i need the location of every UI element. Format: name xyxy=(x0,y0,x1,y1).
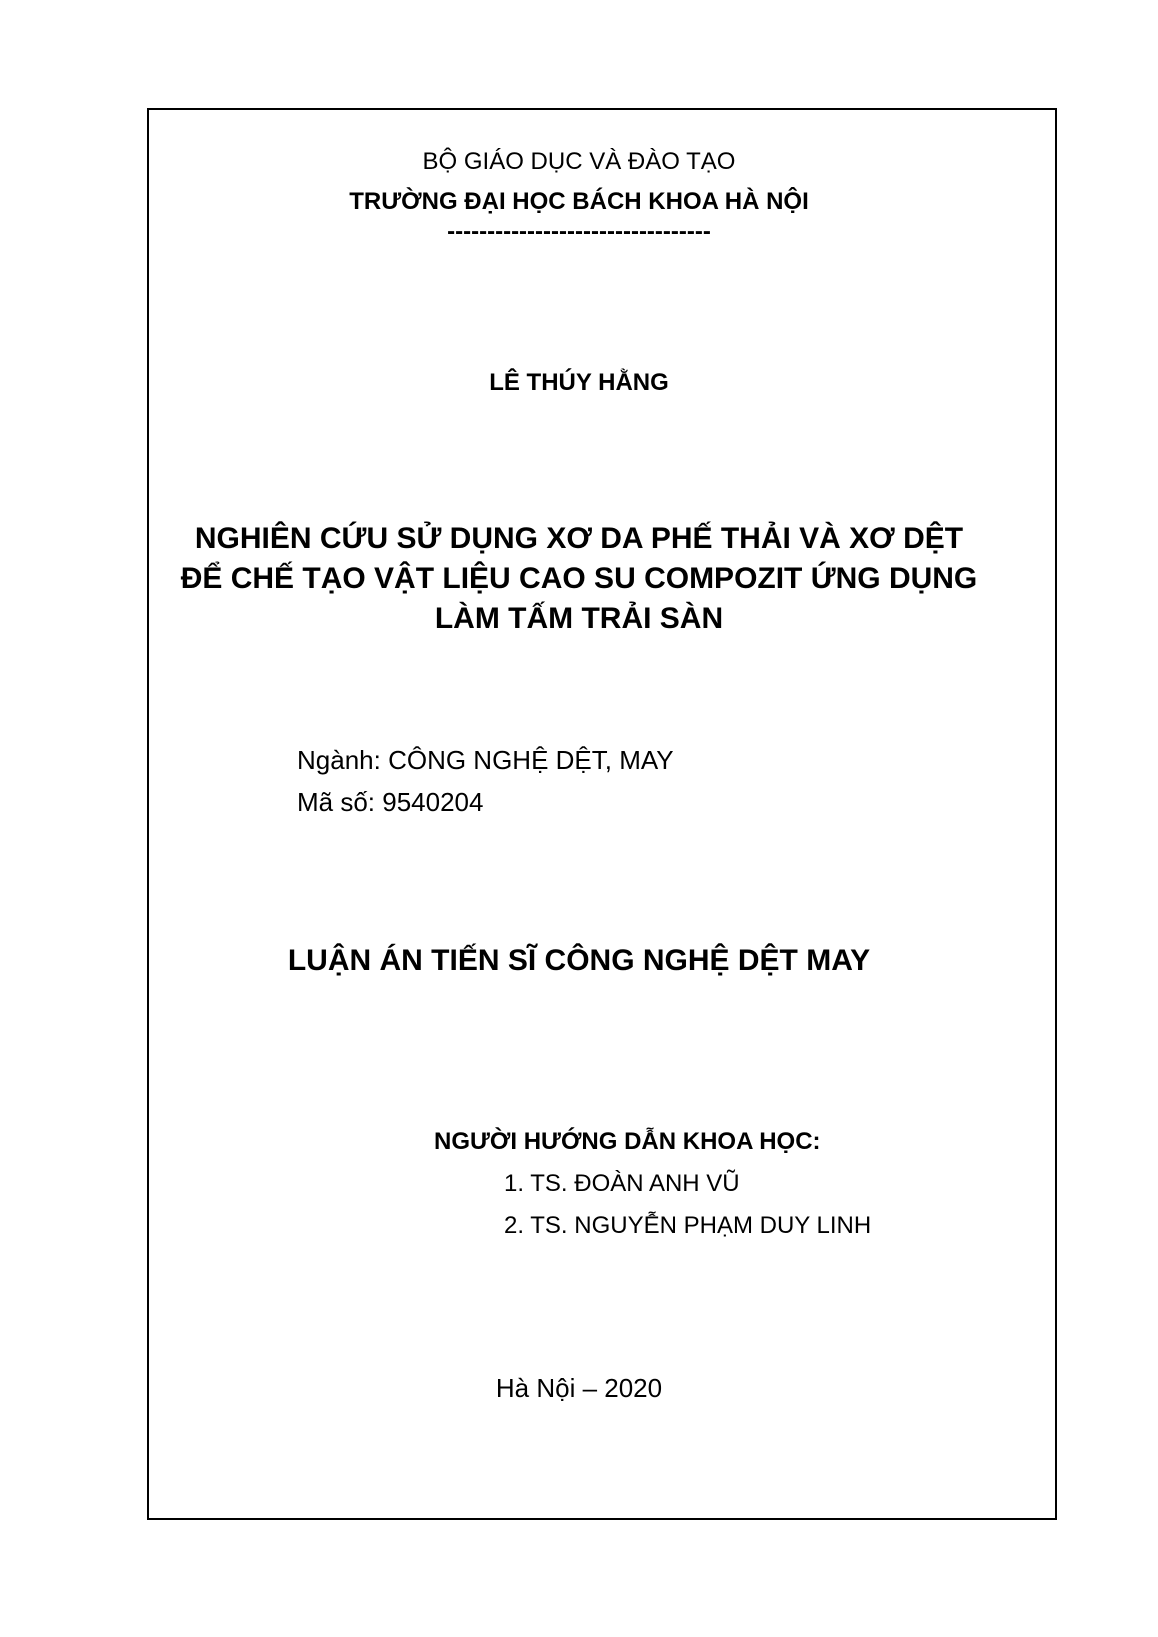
thesis-title-line-2: ĐỂ CHẾ TẠO VẬT LIỆU CAO SU COMPOZIT ỨNG DỤNG xyxy=(180,562,978,595)
university-name: TRƯỜNG ĐẠI HỌC BÁCH KHOA HÀ NỘI xyxy=(349,188,809,215)
place-and-year: Hà Nội – 2020 xyxy=(495,1373,663,1403)
supervisor-1: 1. TS. ĐOÀN ANH VŨ xyxy=(504,1170,740,1197)
author-name: LÊ THÚY HẰNG xyxy=(489,369,669,396)
page-border xyxy=(147,108,1057,1520)
major-code: Mã số: 9540204 xyxy=(297,787,484,817)
thesis-title-line-3: LÀM TẤM TRẢI SÀN xyxy=(434,602,724,635)
header-separator: --------------------------------- xyxy=(447,218,711,245)
degree-title: LUẬN ÁN TIẾN SĨ CÔNG NGHỆ DỆT MAY xyxy=(287,944,871,977)
thesis-title-line-1: NGHIÊN CỨU SỬ DỤNG XƠ DA PHẾ THẢI VÀ XƠ DỆT xyxy=(194,522,964,555)
major-field: Ngành: CÔNG NGHỆ DỆT, MAY xyxy=(297,745,674,775)
supervisors-heading: NGƯỜI HƯỚNG DẪN KHOA HỌC: xyxy=(434,1128,821,1155)
ministry-name: BỘ GIÁO DỤC VÀ ĐÀO TẠO xyxy=(422,148,736,175)
supervisor-2: 2. TS. NGUYỄN PHẠM DUY LINH xyxy=(504,1212,872,1239)
